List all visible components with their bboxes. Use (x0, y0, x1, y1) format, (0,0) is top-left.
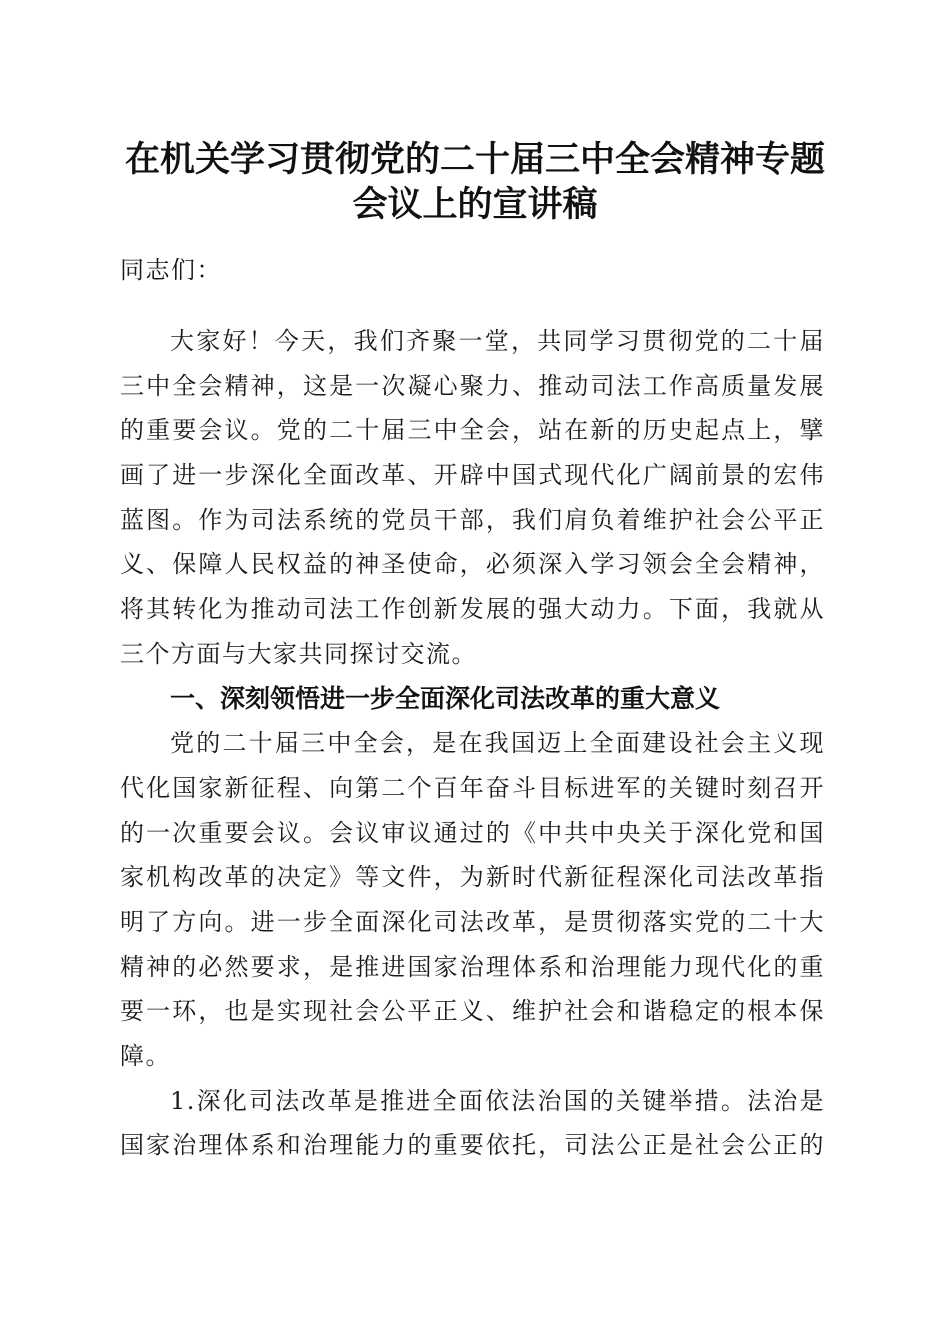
paragraph-line: 精神的必然要求，是推进国家治理体系和治理能力现代化的重 (120, 952, 825, 981)
paragraph-line: 家机构改革的决定》等文件，为新时代新征程深化司法改革指 (120, 863, 825, 892)
paragraph-line: 党的二十届三中全会，是在我国迈上全面建设社会主义现 (170, 729, 825, 758)
paragraph-line: 1.深化司法改革是推进全面依法治国的关键举措。法治是 (170, 1086, 825, 1115)
document-body (120, 319, 825, 1168)
paragraph-line: 大家好！今天，我们齐聚一堂，共同学习贯彻党的二十届 (170, 327, 825, 355)
paragraph (120, 319, 825, 677)
paragraph (120, 721, 825, 1079)
title-line: 会议上的宣讲稿 (352, 184, 598, 225)
salutation-block (120, 248, 825, 293)
paragraph-line: 义、保障人民权益的神圣使命，必须深入学习领会全会精神， (120, 550, 825, 579)
section-heading: 一、深刻领悟进一步全面深化司法改革的重大意义 (170, 683, 721, 713)
paragraph-line: 蓝图。作为司法系统的党员干部，我们肩负着维护社会公平正 (120, 505, 825, 534)
title-line: 在机关学习贯彻党的二十届三中全会精神专题 (124, 139, 825, 180)
paragraph-line: 明了方向。进一步全面深化司法改革，是贯彻落实党的二十大 (120, 907, 825, 936)
paragraph-line: 的重要会议。党的二十届三中全会，站在新的历史起点上，擘 (120, 416, 825, 445)
paragraph-line: 画了进一步深化全面改革、开辟中国式现代化广阔前景的宏伟 (120, 461, 825, 490)
paragraph-line: 代化国家新征程、向第二个百年奋斗目标进军的关键时刻召开 (120, 773, 825, 802)
paragraph-line: 三个方面与大家共同探讨交流。 (120, 639, 477, 668)
paragraph (120, 1079, 825, 1168)
paragraph-line: 障。 (120, 1042, 171, 1070)
paragraph-line: 国家治理体系和治理能力的重要依托，司法公正是社会公正的 (120, 1131, 825, 1160)
salutation: 同志们： (120, 256, 222, 284)
paragraph-line: 的一次重要会议。会议审议通过的《中共中央关于深化党和国 (120, 818, 825, 847)
paragraph-line: 三中全会精神，这是一次凝心聚力、推动司法工作高质量发展 (120, 371, 825, 400)
paragraph-line: 要一环，也是实现社会公平正义、维护社会和谐稳定的根本保 (120, 997, 825, 1026)
paragraph-line: 将其转化为推动司法工作创新发展的强大动力。下面，我就从 (120, 595, 825, 624)
document-title (0, 137, 950, 227)
